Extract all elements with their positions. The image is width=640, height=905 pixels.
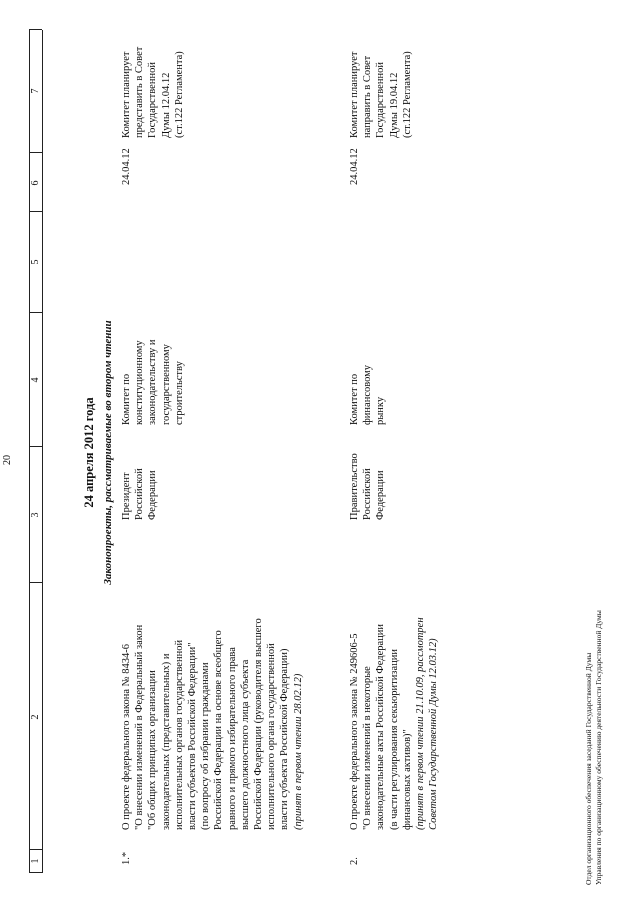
footer-line: Отдел организационного обеспечения заседаний Государственной Думы bbox=[584, 652, 593, 885]
consideration-date: 24.04.12 bbox=[349, 148, 360, 185]
bill-title bbox=[348, 580, 440, 830]
bill-title bbox=[120, 580, 305, 830]
bill-title-text: О проекте федерального закона № 8434-6 "О внесении изменений в Федеральный закон "Об общих принципах организации законодательных (представительных) и исполнительных органов государственной власти субъектов Российской Федерации" (по вопросу об избрании гражданами Российской Федерации на основе всеобщего равного и прямого избирательного права высшего должностного лица субъекта Российской Федерации (руководителя высшего исполнительного органа государственной власти субъекта Российской Федерации) bbox=[121, 618, 291, 830]
initiator: Президент Российской Федерации bbox=[121, 468, 159, 520]
header-divider bbox=[29, 211, 42, 212]
date-heading: 24 апреля 2012 года bbox=[82, 397, 96, 508]
row-number: 2. bbox=[349, 857, 360, 865]
initiator: Правительство Российской Федерации bbox=[349, 453, 387, 520]
column-number: 1 bbox=[30, 858, 41, 864]
consideration-date: 24.04.12 bbox=[121, 148, 132, 185]
header-divider bbox=[29, 312, 42, 313]
committee: Комитет по финансовому рынку bbox=[349, 364, 387, 425]
header-divider bbox=[29, 582, 42, 583]
column-number: 4 bbox=[30, 377, 41, 383]
column-number: 7 bbox=[30, 88, 41, 94]
header-divider bbox=[29, 872, 42, 873]
reading-note: (принят в первом чтении 21.10.09, рассмотрен Советом Государственной Думы 12.03.12) bbox=[415, 617, 440, 830]
reading-note: (принят в первом чтении 28.02.12) bbox=[292, 673, 304, 830]
column-number: 2 bbox=[30, 714, 41, 720]
column-number: 3 bbox=[30, 512, 41, 518]
header-divider bbox=[29, 849, 42, 850]
header-divider bbox=[29, 446, 42, 447]
column-number: 5 bbox=[30, 259, 41, 265]
section-heading: Законопроекты, рассматриваемые во втором чтении bbox=[102, 320, 114, 585]
page-number: 20 bbox=[2, 455, 13, 465]
header-top-border bbox=[29, 30, 30, 873]
header-divider bbox=[29, 29, 42, 30]
column-number: 6 bbox=[30, 180, 41, 186]
row-number: 1.* bbox=[121, 851, 132, 865]
committee: Комитет по конституционному законодательству и государственному строительству bbox=[121, 339, 185, 425]
header-bottom-border bbox=[42, 30, 43, 873]
remark: Комитет планирует направить в Совет Государственной Думы 19.04.12 (ст.122 Регламента) bbox=[349, 51, 413, 138]
remark: Комитет планирует представить в Совет Государственной Думы 12.04.12 (ст.122 Регламента) bbox=[121, 46, 185, 138]
footer-line: Управления по организационному обеспечению деятельности Государственной Думы bbox=[594, 610, 603, 885]
bill-title-text: О проекте федерального закона № 249606-5 "О внесении изменений в некоторые законодательные акты Российской Федерации (в части регулирования секьюритизации финансовых активов)" bbox=[349, 623, 413, 830]
header-divider bbox=[29, 152, 42, 153]
